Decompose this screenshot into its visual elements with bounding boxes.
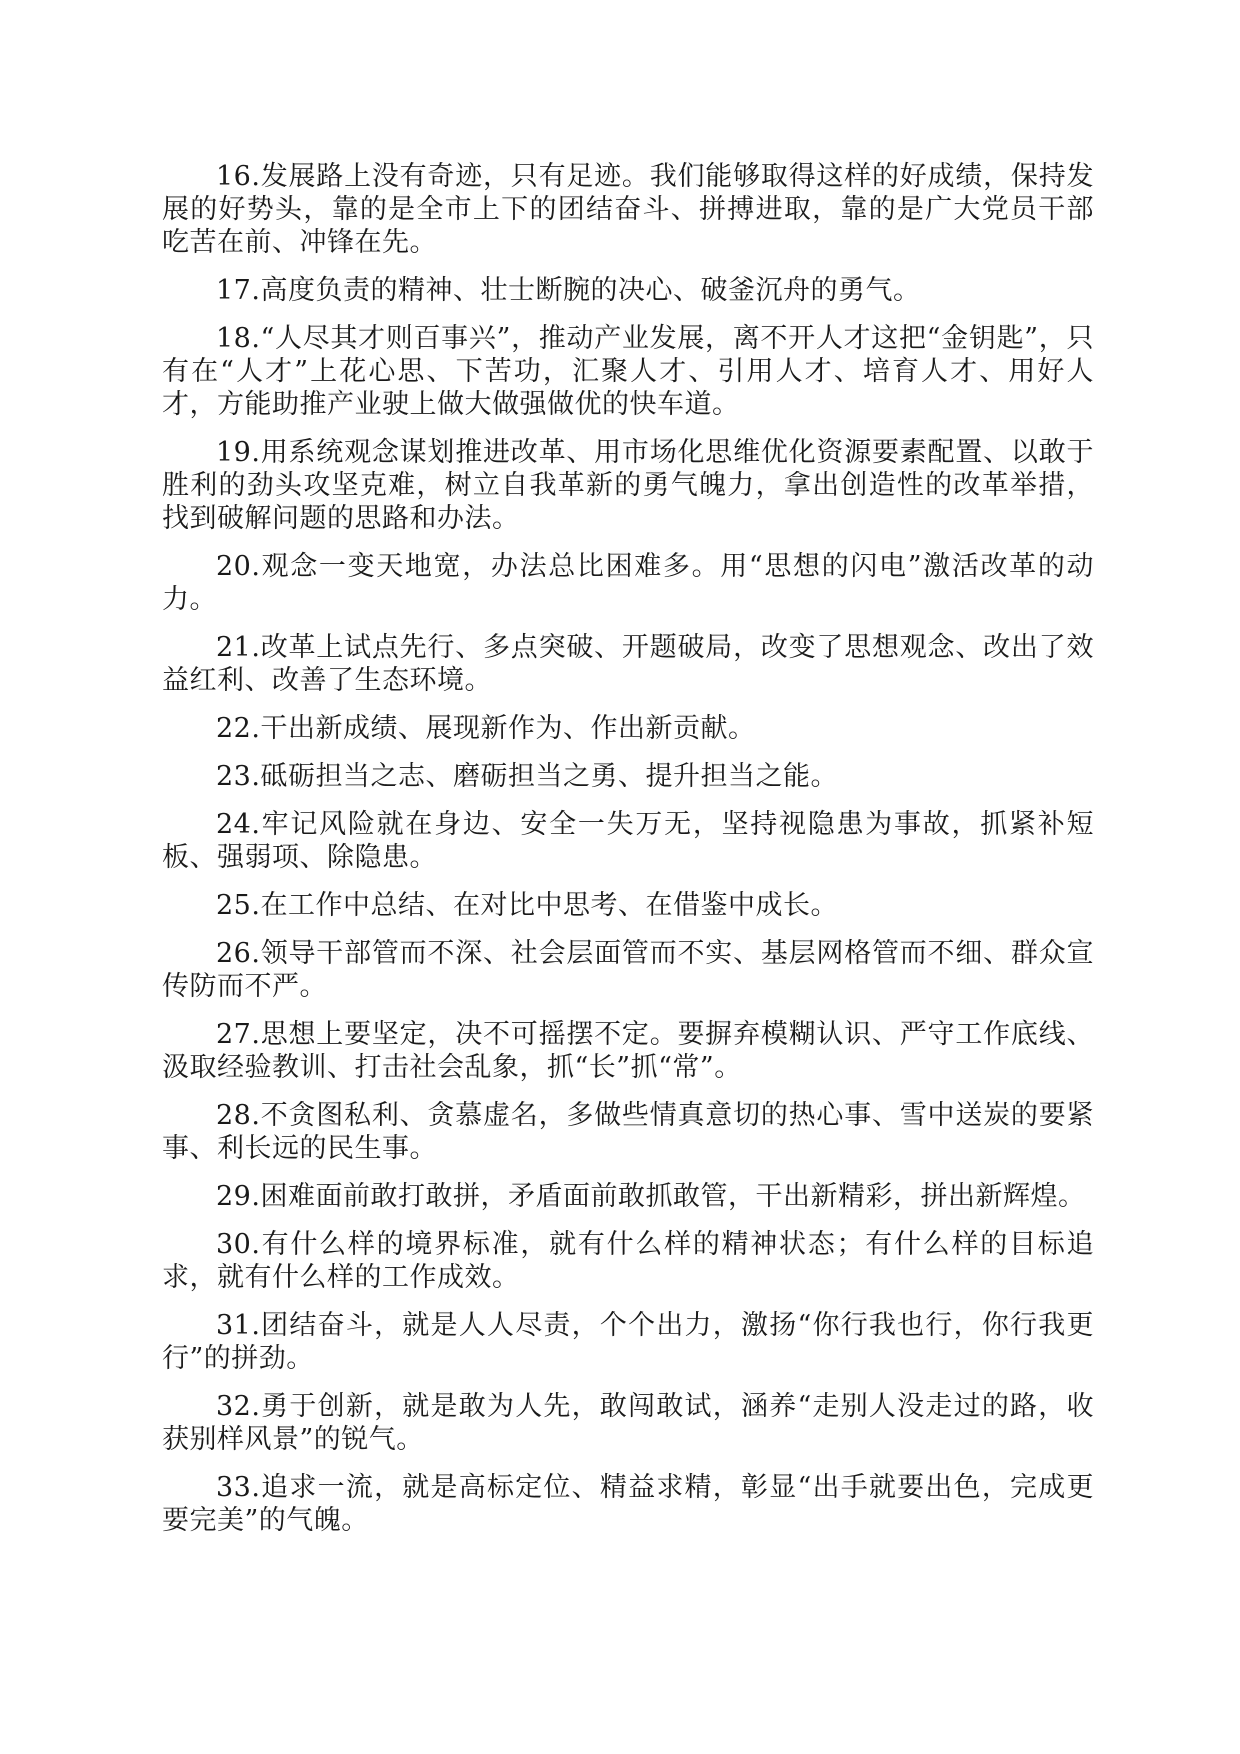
paragraph-18: 18.“人尽其才则百事兴”，推动产业发展，离不开人才这把“金钥匙”，只有在“人才”上花心思、下苦功，汇聚人才、引用人才、培育人才、用好人才，方能助推产业驶上做大做强做优的快车道。 xyxy=(162,323,1094,420)
paragraph-25: 25.在工作中总结、在对比中思考、在借鉴中成长。 xyxy=(216,890,838,921)
paragraph-30: 30.有什么样的境界标准，就有什么样的精神状态；有什么样的目标追求，就有什么样的工作成效。 xyxy=(162,1229,1094,1293)
paragraph-31: 31.团结奋斗，就是人人尽责，个个出力，激扬“你行我也行，你行我更行”的拼劲。 xyxy=(162,1310,1094,1374)
paragraph-33: 33.追求一流，就是高标定位、精益求精，彰显“出手就要出色，完成更要完美”的气魄。 xyxy=(162,1472,1094,1536)
paragraph-23: 23.砥砺担当之志、磨砺担当之勇、提升担当之能。 xyxy=(216,761,838,792)
paragraph-19: 19.用系统观念谋划推进改革、用市场化思维优化资源要素配置、以敢于胜利的劲头攻坚克难，树立自我革新的勇气魄力，拿出创造性的改革举措，找到破解问题的思路和办法。 xyxy=(162,437,1094,534)
paragraph-24: 24.牢记风险就在身边、安全一失万无，坚持视隐患为事故，抓紧补短板、强弱项、除隐患。 xyxy=(162,809,1094,873)
document-body xyxy=(162,160,1094,1552)
paragraph-21: 21.改革上试点先行、多点突破、开题破局，改变了思想观念、改出了效益红利、改善了生态环境。 xyxy=(162,632,1094,696)
paragraph-22: 22.干出新成绩、展现新作为、作出新贡献。 xyxy=(216,713,756,744)
paragraph-26: 26.领导干部管而不深、社会层面管而不实、基层网格管而不细、群众宣传防而不严。 xyxy=(162,938,1094,1002)
paragraph-27: 27.思想上要坚定，决不可摇摆不定。要摒弃模糊认识、严守工作底线、汲取经验教训、打击社会乱象，抓“长”抓“常”。 xyxy=(162,1019,1094,1083)
paragraph-16: 16.发展路上没有奇迹，只有足迹。我们能够取得这样的好成绩，保持发展的好势头，靠的是全市上下的团结奋斗、拼搏进取，靠的是广大党员干部吃苦在前、冲锋在先。 xyxy=(162,161,1094,258)
paragraph-29: 29.困难面前敢打敢拼，矛盾面前敢抓敢管，干出新精彩，拼出新辉煌。 xyxy=(216,1181,1086,1212)
paragraph-28: 28.不贪图私利、贪慕虚名，多做些情真意切的热心事、雪中送炭的要紧事、利长远的民生事。 xyxy=(162,1100,1094,1164)
paragraph-20: 20.观念一变天地宽，办法总比困难多。用“思想的闪电”激活改革的动力。 xyxy=(162,551,1094,615)
paragraph-32: 32.勇于创新，就是敢为人先，敢闯敢试，涵养“走别人没走过的路，收获别样风景”的锐气。 xyxy=(162,1391,1094,1455)
paragraph-17: 17.高度负责的精神、壮士断腕的决心、破釜沉舟的勇气。 xyxy=(216,275,921,306)
